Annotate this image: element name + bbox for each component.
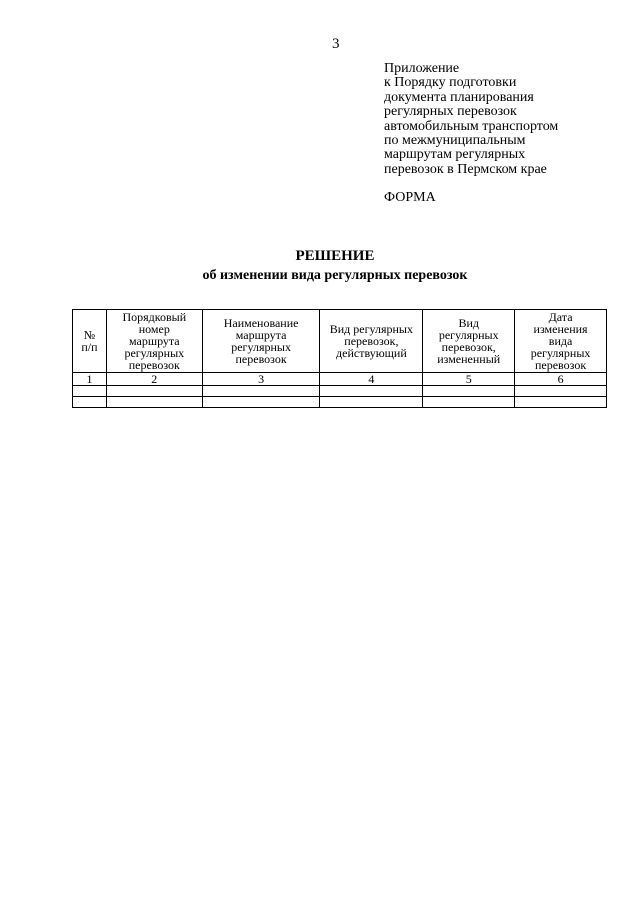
header-text: перевозок [235, 352, 287, 366]
appendix-line: автомобильным транспортом [384, 118, 559, 134]
table-cell [320, 386, 423, 397]
header-text: Дата [548, 310, 573, 324]
appendix-line: регулярных перевозок [384, 104, 517, 120]
header-cell-number [73, 310, 107, 373]
table-row [73, 386, 607, 397]
appendix-line: к Порядку подготовки [384, 75, 517, 91]
table-cell [106, 386, 202, 397]
table-cell [106, 397, 202, 408]
table-cell [73, 397, 107, 408]
header-text: регулярных [124, 346, 185, 360]
appendix-line: перевозок в Пермском крае [384, 161, 547, 177]
header-cell-current-type [320, 310, 423, 373]
column-number-cell: 5 [423, 373, 515, 386]
document-subtitle: об изменении вида регулярных перевозок [202, 268, 468, 283]
column-number-cell: 3 [202, 373, 320, 386]
table-cell [423, 397, 515, 408]
appendix-line: по межмуниципальным [384, 133, 526, 149]
column-number-cell: 2 [106, 373, 202, 386]
header-text: № [83, 328, 96, 342]
header-text: измененный [437, 352, 501, 366]
header-text: перевозок [534, 358, 587, 372]
column-number-row [73, 373, 607, 386]
table-cell [202, 386, 320, 397]
column-number-cell: 6 [515, 373, 607, 386]
header-text: перевозок, [441, 340, 496, 354]
header-text: номер [138, 322, 170, 336]
table-cell [423, 386, 515, 397]
table-cell [515, 397, 607, 408]
header-cell-change-date [515, 310, 607, 373]
header-text: маршрута [128, 334, 180, 348]
table-cell [73, 386, 107, 397]
header-text: маршрута [235, 328, 287, 342]
header-text: Порядковый [122, 310, 187, 324]
page-number: 3 [332, 36, 340, 52]
document-title: РЕШЕНИЕ [295, 248, 375, 264]
header-text: Вид регулярных [329, 322, 413, 336]
table-cell [320, 397, 423, 408]
header-cell-changed-type [423, 310, 515, 373]
header-text: Вид [458, 316, 479, 330]
appendix-line: Приложение [384, 61, 460, 76]
header-cell-route-number [106, 310, 202, 373]
header-text: изменения [533, 322, 588, 336]
appendix-block [384, 62, 624, 177]
column-number-cell: 4 [320, 373, 423, 386]
header-text: регулярных [438, 328, 499, 342]
header-cell-route-name [202, 310, 320, 373]
header-text: вида [548, 334, 573, 348]
table-cell [515, 386, 607, 397]
decision-table [72, 309, 607, 408]
column-number-cell: 1 [73, 373, 107, 386]
header-text: Наименование [223, 316, 299, 330]
header-text: перевозок, [344, 334, 399, 348]
header-text: регулярных [530, 346, 591, 360]
header-text: перевозок [128, 358, 180, 372]
appendix-line: документа планирования [384, 89, 534, 105]
table-header-row [73, 310, 607, 373]
appendix-line: маршрутам регулярных [384, 147, 526, 163]
header-text: п/п [81, 340, 98, 354]
table-cell [202, 397, 320, 408]
table-row [73, 397, 607, 408]
header-text: действующий [336, 346, 407, 360]
header-text: регулярных [231, 340, 291, 354]
form-label: ФОРМА [384, 190, 436, 205]
